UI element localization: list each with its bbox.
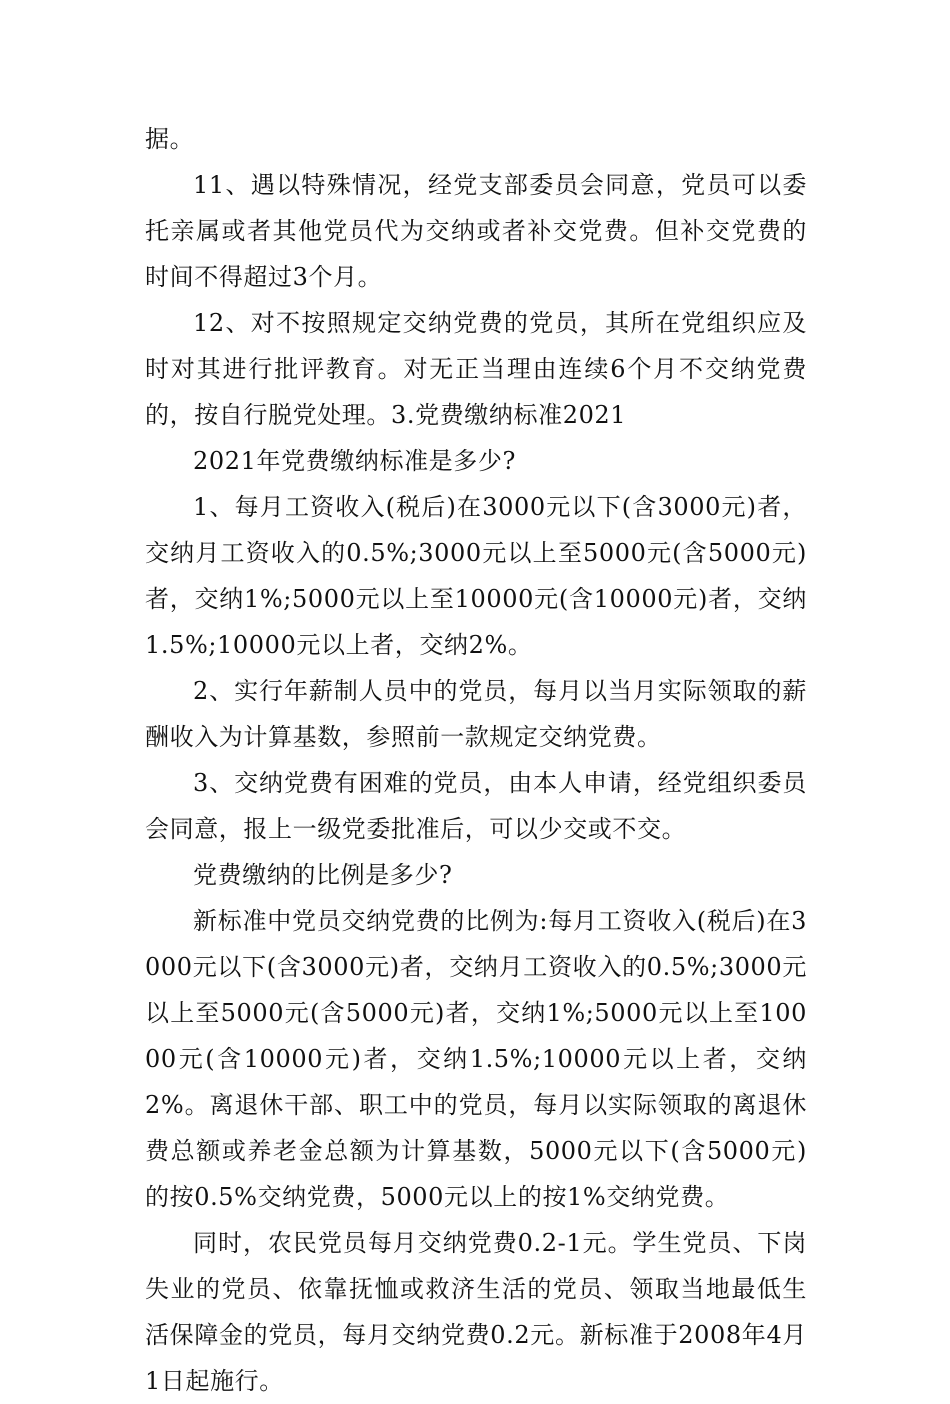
document-body xyxy=(145,116,807,1404)
paragraph-continuation: 据。 xyxy=(145,125,195,153)
paragraph-farmers-students: 同时，农民党员每月交纳党费0.2-1元。学生党员、下岗失业的党员、依靠抚恤或救济生活的党员、领取当地最低生活保障金的党员，每月交纳党费0.2元。新标准于2008年4月1日起施行。 xyxy=(145,1229,807,1395)
paragraph-ratio-details: 新标准中党员交纳党费的比例为:每月工资收入(税后)在3000元以下(含3000元)者，交纳月工资收入的0.5%;3000元以上至5000元(含5000元)者，交纳1%;5000元以上至10000元(含10000元)者，交纳1.5%;10000元以上者，交纳2%。离退休干部、职工中的党员，每月以实际领取的离退休费总额或养老金总额为计算基数，5000元以下(含5000元)的按0.5%交纳党费，5000元以上的按1%交纳党费。 xyxy=(145,907,807,1211)
paragraph-item-11: 11、遇以特殊情况，经党支部委员会同意，党员可以委托亲属或者其他党员代为交纳或者补交党费。但补交党费的时间不得超过3个月。 xyxy=(145,171,807,291)
paragraph-standard-3: 3、交纳党费有困难的党员，由本人申请，经党组织委员会同意，报上一级党委批准后，可以少交或不交。 xyxy=(145,769,807,843)
question-heading-ratio: 党费缴纳的比例是多少? xyxy=(193,861,453,889)
paragraph-item-12: 12、对不按照规定交纳党费的党员，其所在党组织应及时对其进行批评教育。对无正当理由连续6个月不交纳党费的，按自行脱党处理。3.党费缴纳标准2021 xyxy=(145,309,807,429)
paragraph-standard-1: 1、每月工资收入(税后)在3000元以下(含3000元)者，交纳月工资收入的0.5%;3000元以上至5000元(含5000元)者，交纳1%;5000元以上至10000元(含10000元)者，交纳1.5%;10000元以上者，交纳2%。 xyxy=(145,493,807,659)
paragraph-standard-2: 2、实行年薪制人员中的党员，每月以当月实际领取的薪酬收入为计算基数，参照前一款规定交纳党费。 xyxy=(145,677,807,751)
question-heading-2021: 2021年党费缴纳标准是多少? xyxy=(193,447,516,475)
